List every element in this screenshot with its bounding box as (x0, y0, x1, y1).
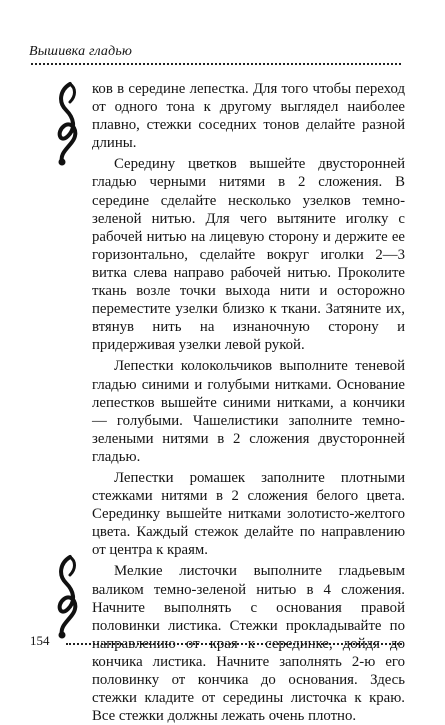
paragraph: Лепестки ромашек заполните плотными стежками нитями в 2 сложения белого цвета. Серединку вышейте нитками золотисто-желтого цвета. Каждый стежок делайте по направлению от центра к краям. (92, 469, 405, 559)
paragraph: ков в середине лепестка. Для того чтобы переход от одного тона к другому выглядел наиболее плавно, стежки соседних тонов делайте разной длины. (92, 81, 405, 152)
body-text (92, 80, 405, 725)
footer-dotted-rule (66, 643, 402, 645)
paragraph: Середину цветков вышейте двусторонней гладью черными нитями в 2 сложения. В середине сделайте несколько узелков темно-зеленой нитью. Для чего вытяните иголку с рабочей нитью на лицевую сторону и держите ее горизонтально, сделайте вокруг иголки 2—3 витка слева направо рабочей нитью. Проколите ткань возле точки выхода нити и осторожно переместите узелки близко к ткани. Затяните их, втянув нить на изнаночную сторону и придерживая узелки левой рукой. (92, 156, 405, 354)
paragraph: Лепестки колокольчиков выполните теневой гладью синими и голубыми нитками. Основание лепестков вышейте синими нитками, а кончики — голубыми. Чашелистики заполните темно-зелеными нитями в 2 сложения двусторонней гладью. (92, 358, 405, 465)
running-header: Вышивка гладью (29, 44, 133, 59)
header-dotted-rule (31, 63, 401, 65)
paragraph: Мелкие листочки выполните гладьевым валиком темно-зеленой нитью в 4 сложения. Начните выполнять с основания правой половинки листика. Стежки прокладывайте по направлению от края к серединке, дойдя до кончика листика. Начните заполнять 2-ю его половинку от кончика до основания. Здесь стежки кладите от середины листочка к краю. Все стежки должны лежать очень плотно. (92, 563, 405, 725)
treble-clef-ornament-icon (50, 80, 84, 166)
treble-clef-ornament-icon (50, 553, 84, 639)
page-number: 154 (30, 633, 50, 648)
